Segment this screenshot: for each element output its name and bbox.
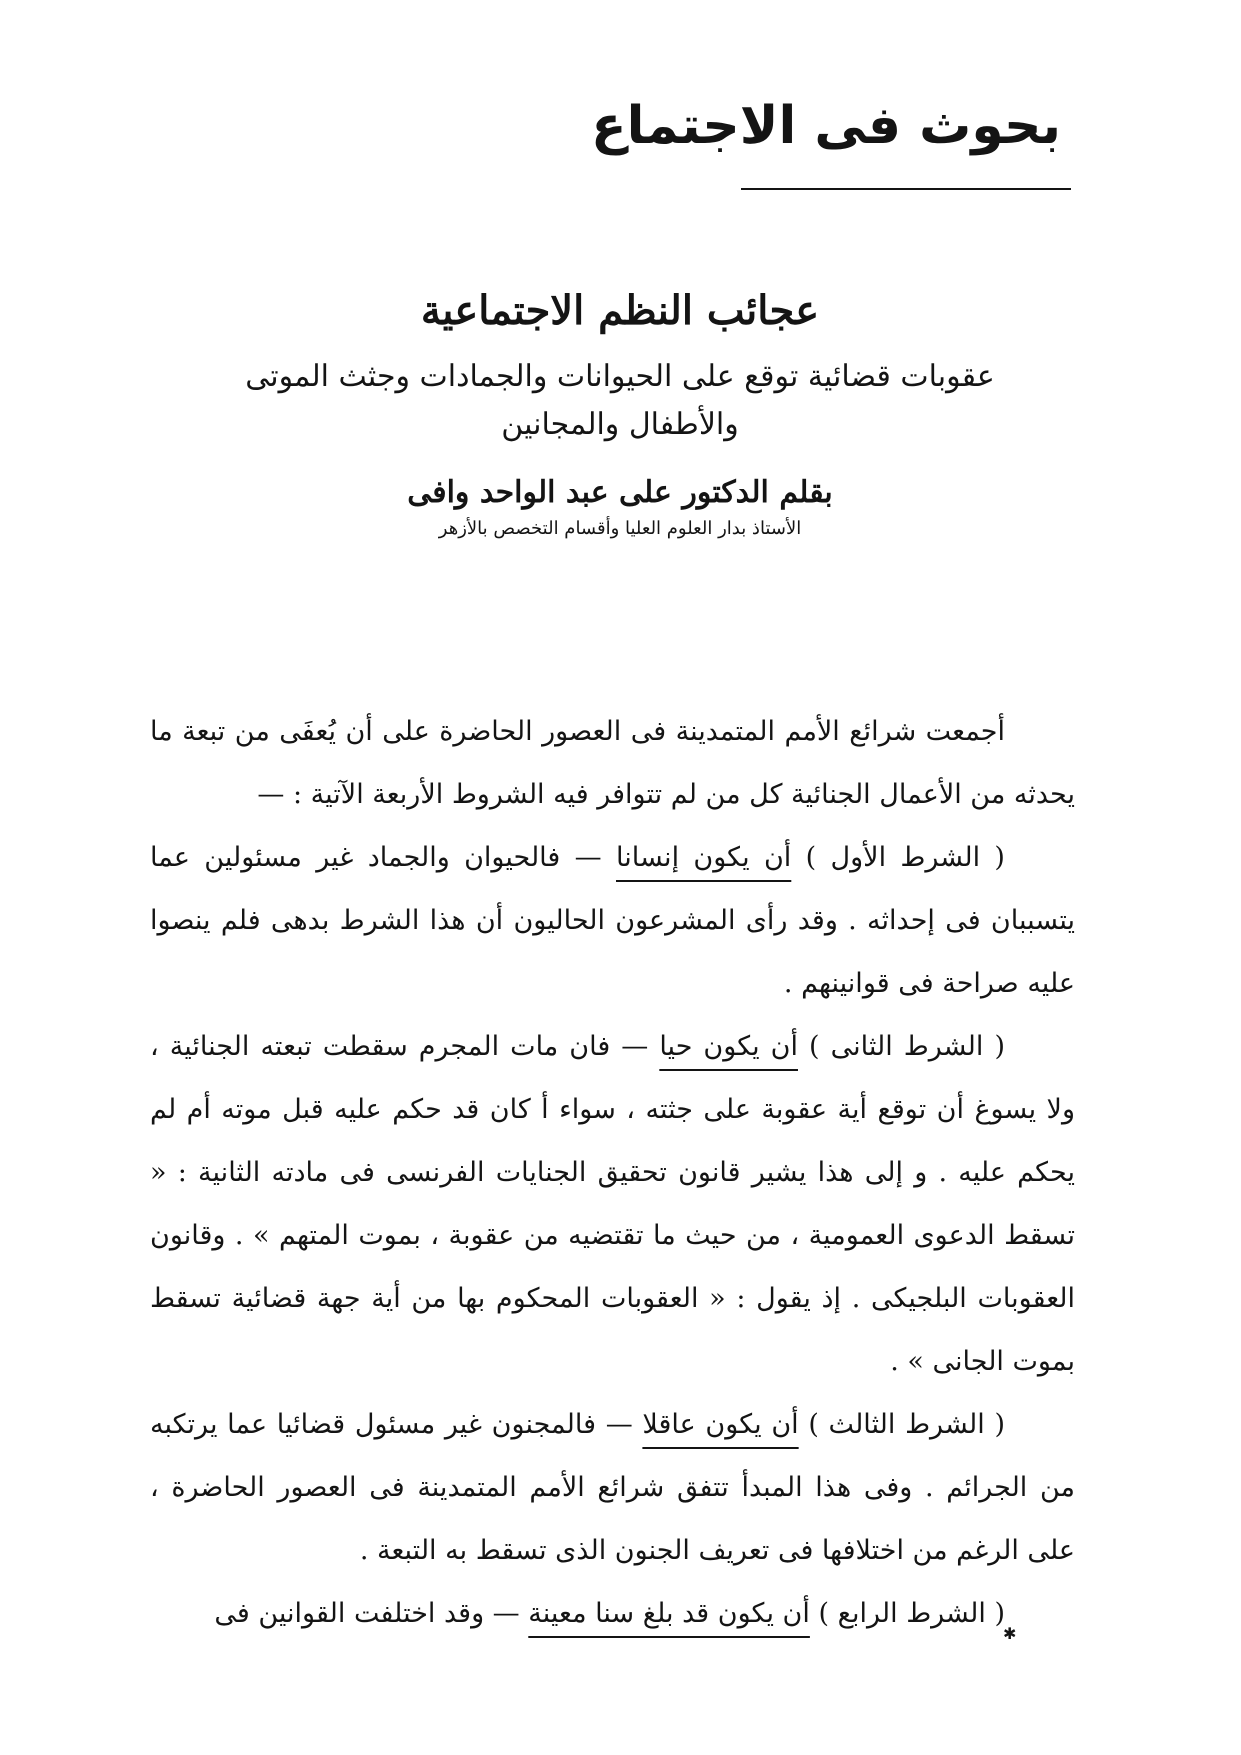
article-body (150, 700, 1075, 1645)
condition-2-label: ( الشرط الثانى ) (809, 1031, 1005, 1062)
article-title-block (120, 285, 1120, 539)
footnote-star-icon: ✱ (1003, 1624, 1017, 1643)
section-header (551, 95, 1071, 163)
condition-2-paragraph (150, 1015, 1075, 1393)
condition-2-heading: أن يكون حيا (659, 1031, 798, 1062)
condition-3-paragraph (150, 1393, 1075, 1582)
section-title: بحوث فى الاجتماع (591, 96, 1061, 156)
condition-2-text: — فان مات المجرم سقطت تبعته الجنائية ، ولا يسوغ أن توقع أية عقوبة على جثته ، سواء أ كان قد حكم عليه قبل موته أم لم يحكم عليه . و إلى هذا يشير قانون تحقيق الجنايات الفرنسى فى مادته الثانية : « تسقط الدعوى العمومية ، من حيث ما تقتضيه من عقوبة ، بموت المتهم » . وقانون العقوبات البلجيكى . إذ يقول : « العقوبات المحكوم بها من أية جهة قضائية تسقط بموت الجانى » . (150, 1031, 1075, 1377)
condition-4-label: ( الشرط الرابع ) (818, 1598, 1005, 1629)
header-rule (741, 188, 1071, 190)
condition-1-label: ( الشرط الأول ) (805, 842, 1005, 873)
condition-1-heading: أن يكون إنسانا (616, 842, 792, 873)
article-subtitle-line1: عقوبات قضائية توقع على الحيوانات والجمادات وجثث الموتى (245, 359, 995, 394)
article-title: عجائب النظم الاجتماعية (420, 287, 820, 334)
condition-3-heading: أن يكون عاقلا (642, 1409, 799, 1440)
condition-1-paragraph (150, 826, 1075, 1015)
author-affiliation: الأستاذ بدار العلوم العليا وأقسام التخصص بالأزهر (438, 518, 802, 539)
condition-4-text: — وقد اختلفت القوانين فى (214, 1598, 520, 1629)
condition-4-heading: أن يكون قد بلغ سنا معينة (528, 1598, 810, 1629)
condition-3-label: ( الشرط الثالث ) (808, 1409, 1005, 1440)
condition-4-paragraph (150, 1582, 1075, 1645)
article-subtitle-line2: والأطفال والمجانين (501, 407, 739, 442)
intro-paragraph: أجمعت شرائع الأمم المتمدينة فى العصور الحاضرة على أن يُعفَى من تبعة ما يحدثه من الأعمال الجنائية كل من لم تتوافر فيه الشروط الأربعة الآتية : — (150, 716, 1075, 810)
article-author: بقلم الدكتور على عبد الواحد وافى (407, 475, 833, 510)
condition-1-text: — فالحيوان والجماد غير مسئولين عما يتسببان فى إحداثه . وقد رأى المشرعون الحاليون أن هذا الشرط بدهى فلم ينصوا عليه صراحة فى قوانينهم . (150, 842, 1075, 999)
condition-3-text: — فالمجنون غير مسئول قضائيا عما يرتكبه من الجرائم . وفى هذا المبدأ تتفق شرائع الأمم المتمدينة فى العصور الحاضرة ، على الرغم من اختلافها فى تعريف الجنون الذى تسقط به التبعة . (150, 1409, 1075, 1566)
